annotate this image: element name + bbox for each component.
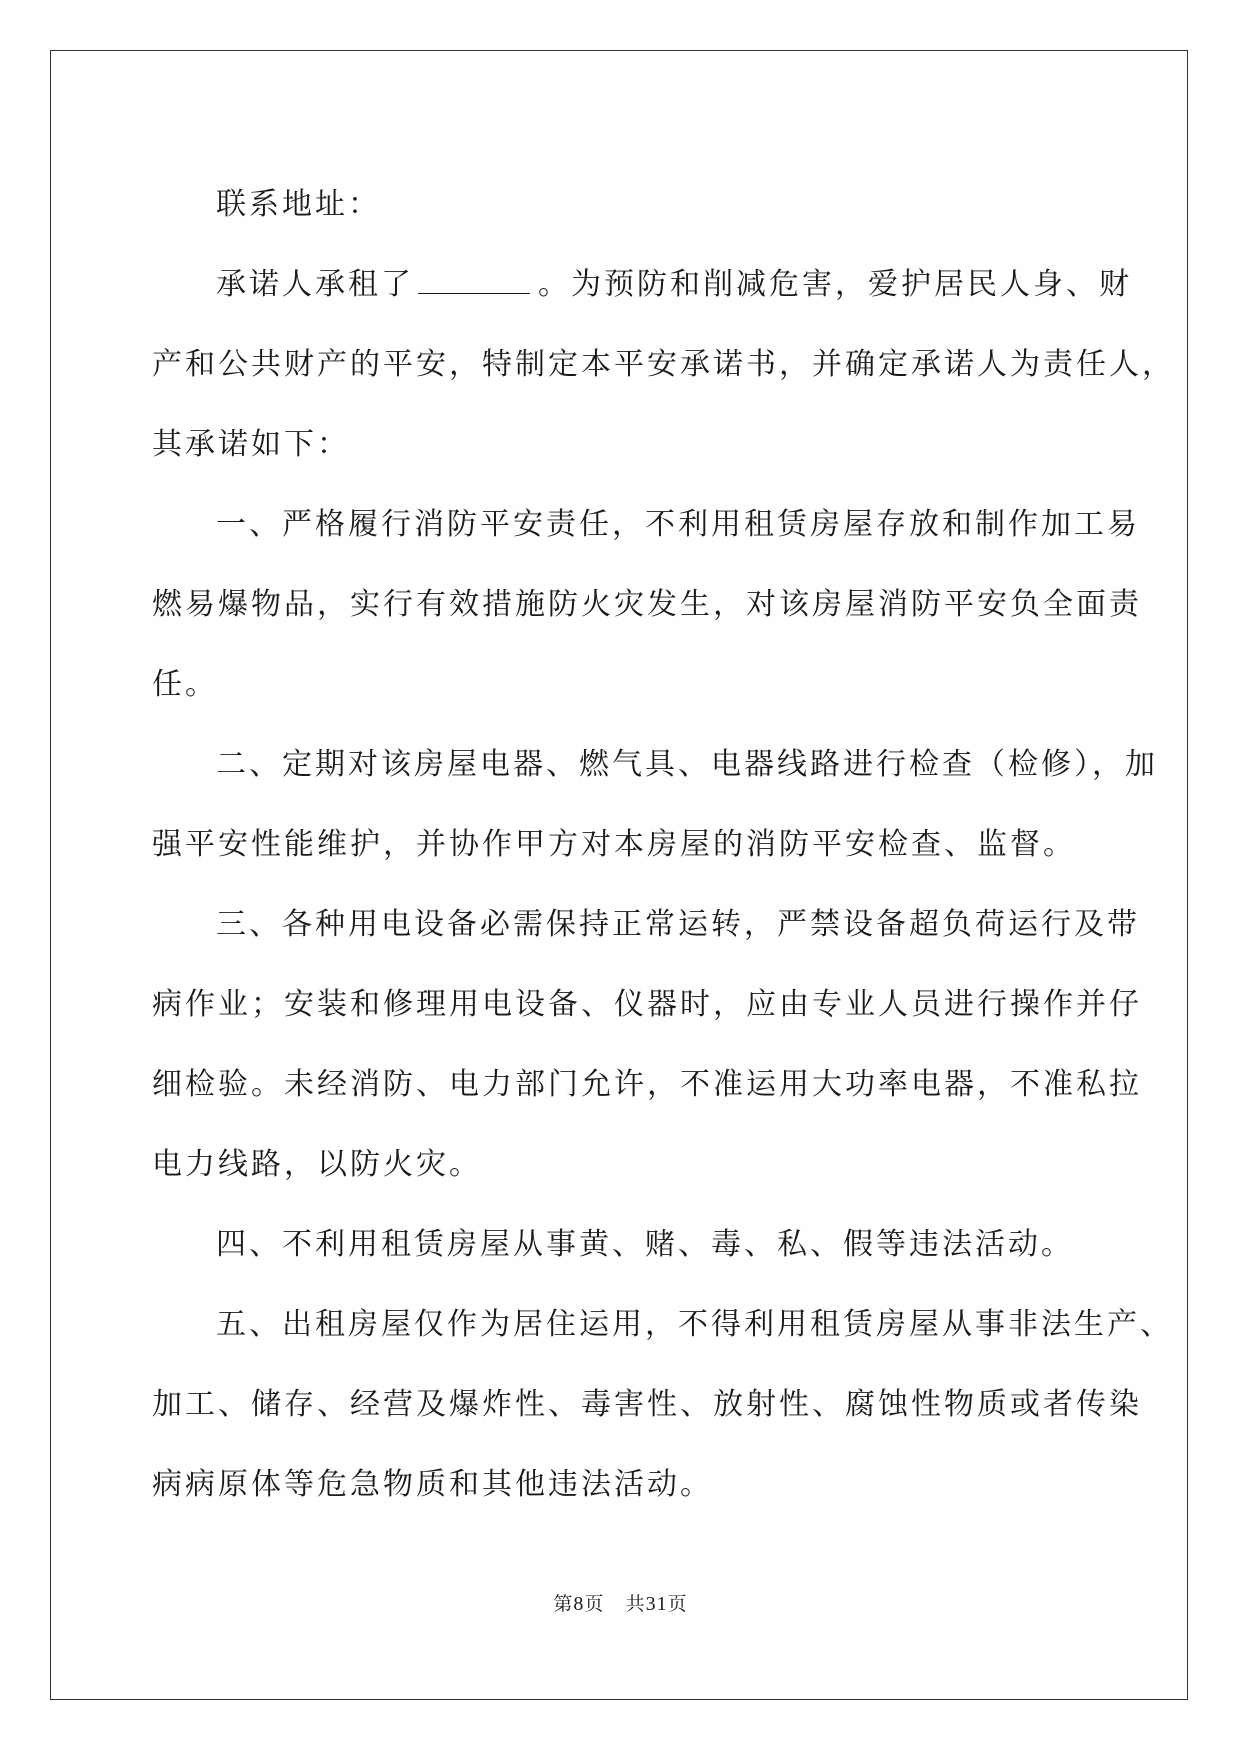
- text-line: 强平安性能维护，并协作甲方对本房屋的消防平安检查、监督。: [152, 827, 1076, 862]
- page-number-footer: [0, 1592, 1241, 1616]
- text-line: 联系地址：: [216, 187, 381, 222]
- document-body: [152, 165, 1175, 1525]
- total-page-count: 31: [645, 1593, 668, 1615]
- footer-total-suffix: 页: [667, 1593, 688, 1615]
- paragraph-item-2: [152, 725, 1158, 885]
- text-line: 二、定期对该房屋电器、燃气具、电器线路进行检查（检修），加: [216, 747, 1158, 782]
- paragraph-item-3: [152, 885, 1142, 1205]
- text-line: 电力线路，以防火灾。: [152, 1147, 482, 1182]
- text-line: 五、出租房屋仅作为居住运用，不得利用租赁房屋从事非法生产、: [216, 1307, 1173, 1342]
- paragraph-intro: [152, 245, 1175, 485]
- text-line: 三、各种用电设备必需保持正常运转，严禁设备超负荷运行及带: [216, 907, 1140, 942]
- paragraph-contact-address: [152, 165, 1092, 245]
- text-line: 产和公共财产的平安，特制定本平安承诺书，并确定承诺人为责任人，: [152, 347, 1175, 382]
- text-line: [152, 245, 1132, 325]
- text-segment: 承诺人承租了: [216, 267, 414, 302]
- footer-prefix: 第: [553, 1593, 574, 1615]
- paragraph-item-1: [152, 485, 1142, 725]
- current-page-number: 8: [573, 1593, 585, 1615]
- text-line: 其承诺如下：: [152, 427, 350, 462]
- text-line: 细检验。未经消防、电力部门允许，不准运用大功率电器，不准私拉: [152, 1067, 1142, 1102]
- text-line: 燃易爆物品，实行有效措施防火灾发生，对该房屋消防平安负全面责: [152, 587, 1142, 622]
- text-line: 一、严格履行消防平安责任，不利用租赁房屋存放和制作加工易: [216, 507, 1140, 542]
- paragraph-item-4: [152, 1205, 1092, 1285]
- fill-in-blank: [418, 269, 530, 294]
- text-line: 病作业；安装和修理用电设备、仪器时，应由专业人员进行操作并仔: [152, 987, 1142, 1022]
- text-line: 四、不利用租赁房屋从事黄、赌、毒、私、假等违法活动。: [216, 1227, 1074, 1262]
- paragraph-item-5: [152, 1285, 1173, 1525]
- text-line: 病病原体等危急物质和其他违法活动。: [152, 1467, 713, 1502]
- text-line: 任。: [152, 667, 218, 702]
- text-line: 加工、储存、经营及爆炸性、毒害性、放射性、腐蚀性物质或者传染: [152, 1387, 1142, 1422]
- text-segment: 。为预防和削减危害，爱护居民人身、财: [538, 267, 1132, 302]
- footer-page-suffix: 页: [584, 1593, 605, 1615]
- footer-total-prefix: 共: [625, 1593, 646, 1615]
